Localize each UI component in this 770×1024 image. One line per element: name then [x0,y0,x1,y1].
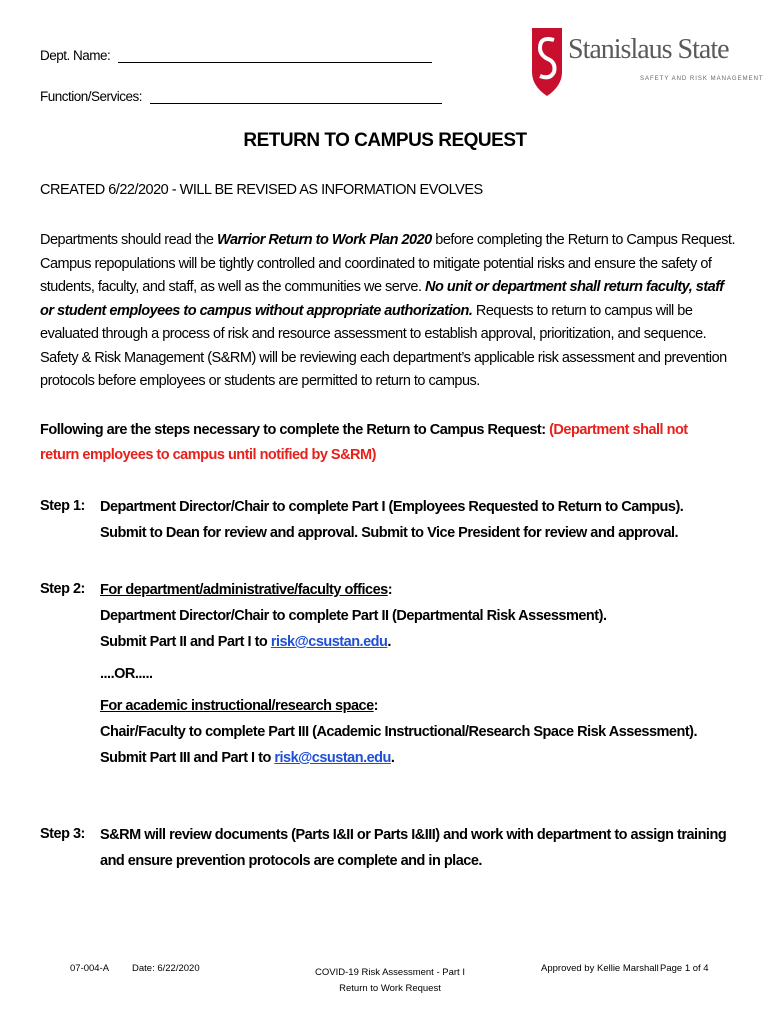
footer-date: Date: 6/22/2020 [132,963,200,974]
function-services-label: Function/Services: [40,89,143,104]
authorization-emphasis: No unit or department shall return faculty, staff or student employees to campus without appropriate authorization. [40,279,724,319]
intro-paragraph [40,229,740,394]
function-services-blank-line[interactable] [150,89,442,104]
footer-doc-title-line-1: COVID-19 Risk Assessment - Part I [315,967,465,978]
steps-intro [40,418,730,468]
step-2-line-b1: Chair/Faculty to complete Part III (Academic Instructional/Research Space Risk Assessment). [100,724,698,740]
footer-doc-title-line-2: Return to Work Request [339,983,441,994]
step-2-body [100,577,740,771]
step-1-line-1: Department Director/Chair to complete Part I (Employees Requested to Return to Campus). [100,499,684,515]
risk-email-link-1[interactable]: risk@csustan.edu [270,634,388,650]
steps-intro-text: Following are the steps necessary to complete the Return to Campus Request: [40,422,550,438]
footer-page-number: Page 1 of 4 [660,963,709,974]
step-2-heading-a [100,577,740,603]
step-2-heading-a-colon: : [387,582,393,598]
logo-subtitle: SAFETY AND RISK MANAGEMENT [640,76,764,82]
step-3-label: Step 3: [40,826,85,842]
step-2-heading-b-colon: : [373,698,378,714]
step-2-or: ....OR..... [100,666,153,682]
step-2-line-a2-text: Submit Part II and Part I to [100,634,271,650]
step-2-heading-b [100,693,740,719]
step-1-body [100,494,740,546]
risk-email-link-2[interactable]: risk@csustan.edu [274,750,391,766]
step-3-body [100,822,740,874]
footer-doc-code: 07-004-A [70,963,110,974]
shield-icon [530,24,564,98]
step-1-label: Step 1: [40,498,85,514]
step-2-line-b2-period: . [390,750,395,766]
created-notice: CREATED 6/22/2020 - WILL BE REVISED AS INFORMATION EVOLVES [40,182,483,198]
function-services-field [40,89,442,104]
step-3-line-2: and ensure prevention protocols are complete and in place. [100,853,482,869]
dept-name-field [40,48,432,63]
step-2-label: Step 2: [40,581,85,597]
footer-doc-title [300,965,480,997]
step-2-heading-b-text: For academic instructional/research space [100,698,374,714]
step-2-line-a2-period: . [387,634,391,650]
step-2-heading-a-text: For department/administrative/faculty offices [100,582,388,598]
step-1-line-2: Submit to Dean for review and approval. Submit to Vice President for review and approval. [100,525,679,541]
steps-warning: (Department shall not return employees to campus until notified by S&RM) [40,422,688,463]
warrior-plan-title: Warrior Return to Work Plan 2020 [217,232,432,248]
step-2-line-b2 [100,745,740,771]
dept-name-label: Dept. Name: [40,48,111,63]
step-2-line-b2-text: Submit Part III and Part I to [100,750,275,766]
footer-approved: Approved by Kellie Marshall [541,963,659,974]
intro-text-3: Requests to return to campus will be evaluated through a process of risk and resource assessment to establish approval, prioritization, and sequence. Safety & Risk Management (S&RM) will be reviewing each department’s applicable risk assessment and prevention protocols before employees or students are permitted to return to campus. [40,302,727,389]
step-2-line-a2 [100,629,740,655]
dept-name-blank-line[interactable] [118,48,432,63]
step-3-line-1: S&RM will review documents (Parts I&II or Parts I&III) and work with department to assign training [100,827,727,843]
intro-text-2: before completing the Return to Campus Request. Campus repopulations will be tightly controlled and coordinated to mitigate potential risks and ensure the safety of students, faculty, and staff, as well as the communities we serve. [40,232,735,295]
intro-text-1: Departments should read the [40,232,218,248]
page-title: RETURN TO CAMPUS REQUEST [243,130,527,151]
logo-wordmark: Stanislaus State [568,34,729,65]
stanislaus-state-logo [530,24,764,102]
step-2-line-a1: Department Director/Chair to complete Part II (Departmental Risk Assessment). [100,608,607,624]
